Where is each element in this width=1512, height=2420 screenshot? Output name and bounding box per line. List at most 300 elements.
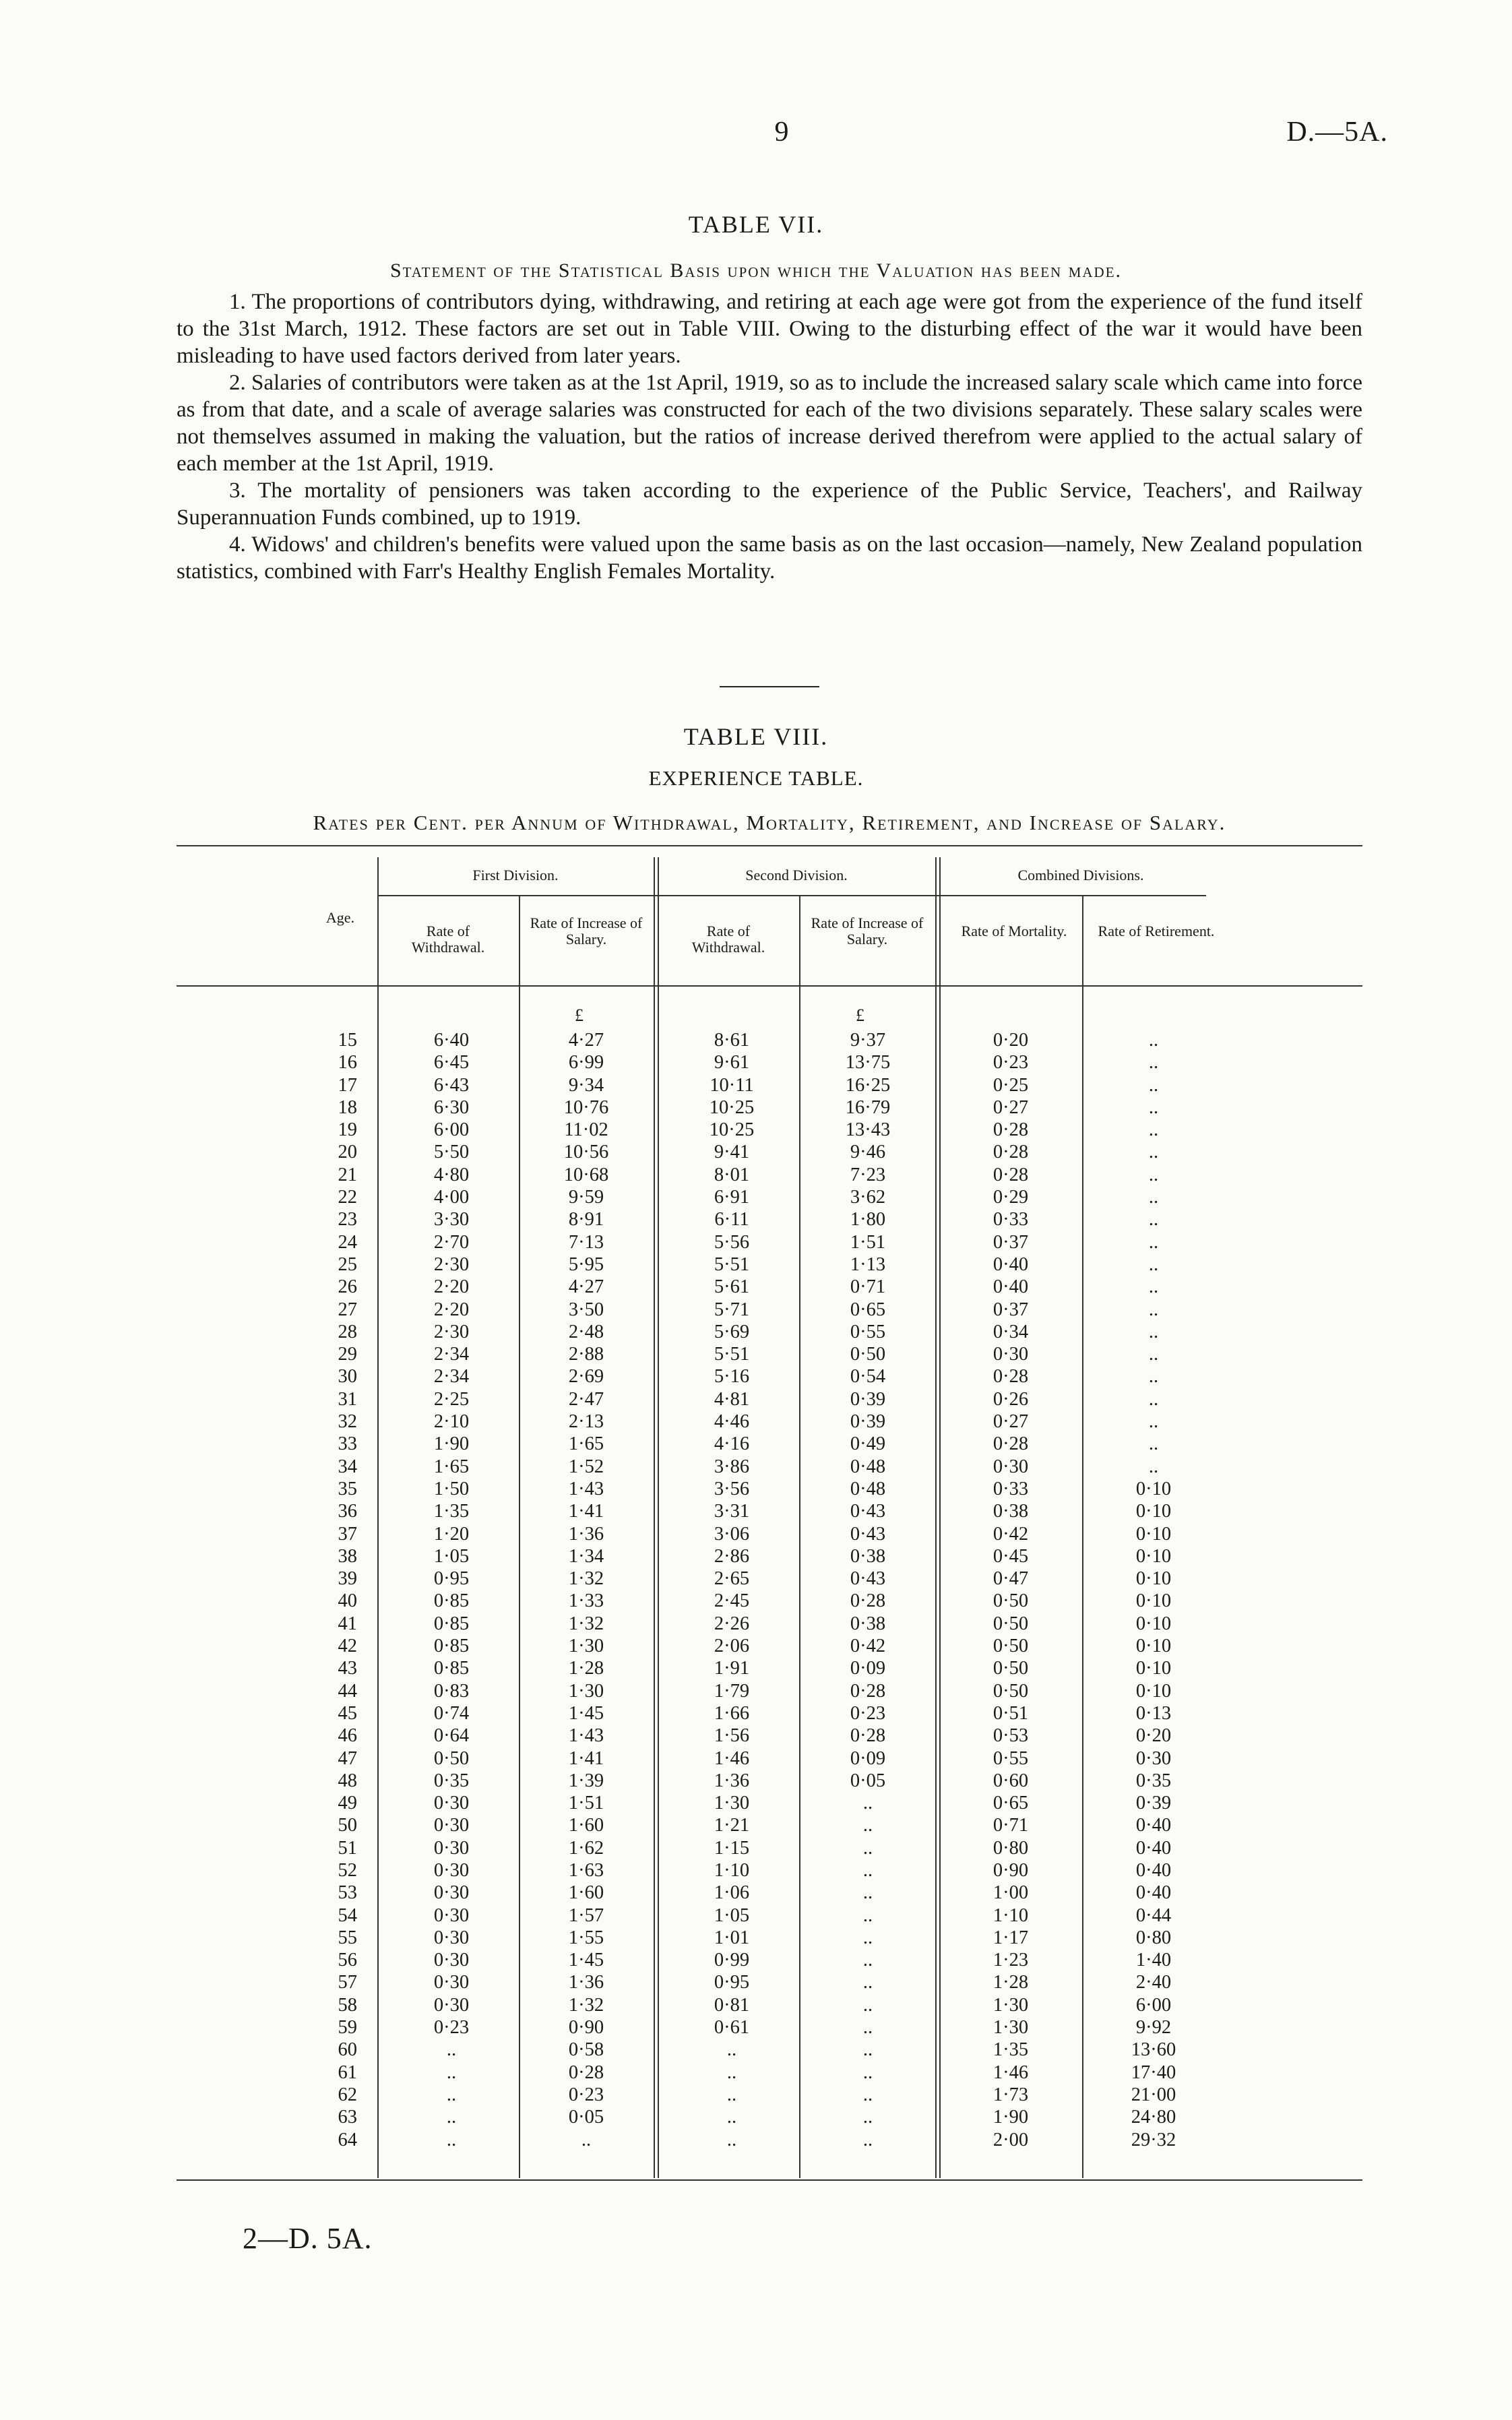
table-cell: 0·27 — [993, 1096, 1029, 1118]
document-reference: D.—5A. — [1286, 117, 1388, 148]
table-cell: 1·73 — [993, 2084, 1029, 2105]
table-cell: 0·43 — [850, 1568, 886, 1590]
table-cell: 10·25 — [709, 1119, 755, 1141]
table-cell: 8·01 — [714, 1164, 750, 1185]
table-cell: 1·32 — [568, 1994, 604, 2016]
table-cell: 4·27 — [568, 1276, 604, 1298]
table-cell: 1·50 — [433, 1478, 470, 1499]
table-cell: 6·99 — [568, 1052, 604, 1074]
header-increase-first: Rate of Increase of Salary. — [530, 914, 643, 948]
table-cell: 6·43 — [433, 1074, 470, 1096]
table-cell: 39 — [338, 1568, 357, 1590]
group-header-combined-divisions: Combined Divisions. — [1017, 867, 1144, 883]
table-cell: 29·32 — [1131, 2129, 1176, 2150]
table-cell: 10·76 — [563, 1096, 609, 1118]
table-cell: 0·40 — [1135, 1837, 1172, 1859]
table-cell: 1·30 — [993, 1994, 1029, 2016]
table-cell: 1·63 — [568, 1859, 604, 1881]
table-cell: 6·00 — [1135, 1994, 1172, 2016]
table-cell: 55 — [338, 1927, 357, 1948]
table-cell: 42 — [338, 1636, 357, 1657]
column-rule — [935, 857, 937, 2178]
paragraph: 3. The mortality of pensioners was taken according to the experience of the Public Service, Teachers', and Railway Superannuation Funds combined, up to 1919. — [177, 478, 1362, 530]
column-age — [303, 1029, 357, 2151]
table-cell: 0·40 — [993, 1276, 1029, 1298]
table-cell: 1·17 — [993, 1927, 1029, 1948]
table-cell: 44 — [338, 1680, 357, 1702]
table-cell: 0·10 — [1135, 1545, 1172, 1567]
table-cell: .. — [1148, 1253, 1159, 1275]
group-header-rule — [377, 895, 1206, 896]
table-cell: 57 — [338, 1972, 357, 1993]
column-rule — [654, 857, 655, 2178]
paragraph: 1. The proportions of contributors dying, withdrawing, and retiring at each age were got from the experience of the fund itself to the 31st March, 1912. These factors are set out in Table VIII. Owing to the disturbing effect of the war it would have been misleading to have used factors derived from later years. — [177, 290, 1362, 368]
table-cell: 1·43 — [568, 1725, 604, 1747]
table-cell: 0·85 — [433, 1590, 470, 1612]
table-cell: 0·09 — [850, 1658, 886, 1679]
table-cell: 1·32 — [568, 1613, 604, 1634]
table-cell: 1·30 — [568, 1680, 604, 1702]
table-cell: 31 — [338, 1388, 357, 1410]
table-cell: 6·00 — [433, 1119, 470, 1141]
table8-subtitle: EXPERIENCE TABLE. — [648, 766, 864, 790]
table-cell: 2·88 — [568, 1344, 604, 1365]
table-cell: .. — [862, 1927, 873, 1948]
table-cell: 1·55 — [568, 1927, 604, 1948]
table-cell: .. — [446, 2084, 457, 2105]
table-cell: 0·30 — [1135, 1747, 1172, 1769]
table-cell: 0·71 — [850, 1276, 886, 1298]
table-cell: 16 — [338, 1052, 357, 1074]
table-cell: 1·10 — [993, 1904, 1029, 1926]
table-cell: 0·81 — [714, 1994, 750, 2016]
table-cell: 5·56 — [714, 1231, 750, 1253]
table-cell: .. — [1148, 1119, 1159, 1141]
table-cell: 1·40 — [1135, 1950, 1172, 1971]
table-cell: .. — [446, 2107, 457, 2128]
table-cell: 0·39 — [1135, 1793, 1172, 1814]
table-cell: 28 — [338, 1321, 357, 1342]
table-cell: 9·37 — [850, 1030, 886, 1051]
table-cell: 0·37 — [993, 1231, 1029, 1253]
table-cell: 1·90 — [993, 2107, 1029, 2128]
table-cell: 3·30 — [433, 1209, 470, 1231]
table-cell: .. — [1148, 1142, 1159, 1163]
table-cell: .. — [1148, 1231, 1159, 1253]
table-cell: 0·26 — [993, 1388, 1029, 1410]
column-rule — [799, 895, 800, 2178]
table-cell: 45 — [338, 1702, 357, 1724]
table-cell: 10·11 — [710, 1074, 754, 1096]
header-age: Age. — [325, 909, 355, 926]
table-cell: 0·50 — [993, 1590, 1029, 1612]
table-cell: 1·39 — [568, 1770, 604, 1791]
table-cell: 0·40 — [993, 1253, 1029, 1275]
table-cell: 23 — [338, 1209, 357, 1231]
table-cell: 0·50 — [850, 1344, 886, 1365]
table-cell: 37 — [338, 1523, 357, 1545]
table-cell: 0·13 — [1135, 1702, 1172, 1724]
table-cell: 9·46 — [850, 1142, 886, 1163]
table-cell: 15 — [338, 1030, 357, 1051]
group-header-second-division: Second Division. — [745, 867, 848, 883]
table-cell: 0·28 — [993, 1142, 1029, 1163]
table-cell: 0·30 — [993, 1456, 1029, 1477]
table-cell: 6·11 — [714, 1209, 749, 1231]
table-cell: 0·10 — [1135, 1523, 1172, 1545]
table-cell: 1·43 — [568, 1478, 604, 1499]
table-cell: 6·91 — [714, 1187, 750, 1208]
table-cell: 0·09 — [850, 1747, 886, 1769]
table-cell: 0·33 — [993, 1478, 1029, 1499]
table-cell: 0·30 — [433, 1837, 470, 1859]
currency-symbol: £ — [856, 1005, 864, 1025]
table-cell: 36 — [338, 1501, 357, 1522]
table-cell: 0·74 — [433, 1702, 470, 1724]
table-cell: 41 — [338, 1613, 357, 1634]
table-cell: 0·28 — [850, 1590, 886, 1612]
table-cell: 10·25 — [709, 1096, 755, 1118]
page-number: 9 — [774, 117, 789, 148]
table-cell: .. — [1148, 1074, 1159, 1096]
table-cell: 20 — [338, 1142, 357, 1163]
table-cell: 0·10 — [1135, 1658, 1172, 1679]
table-cell: 62 — [338, 2084, 357, 2105]
column-increase-first — [526, 1029, 647, 2151]
table-cell: 60 — [338, 2039, 357, 2061]
table-cell: 1·01 — [714, 1927, 750, 1948]
column-rule — [1082, 895, 1083, 2178]
table-cell: 6·40 — [433, 1030, 470, 1051]
table-cell: 0·44 — [1135, 1904, 1172, 1926]
table-cell: 8·61 — [714, 1030, 750, 1051]
table-cell: .. — [1148, 1366, 1159, 1388]
header-retirement: Rate of Retirement. — [1098, 923, 1215, 939]
table-cell: .. — [862, 1904, 873, 1926]
table8-title: TABLE VIII. — [683, 723, 829, 750]
table-cell: 0·28 — [850, 1680, 886, 1702]
table-cell: 5·16 — [714, 1366, 750, 1388]
table-cell: 5·51 — [714, 1344, 750, 1365]
table-cell: 0·85 — [433, 1658, 470, 1679]
table-cell: 1·30 — [568, 1636, 604, 1657]
table-cell: 46 — [338, 1725, 357, 1747]
table-cell: 0·51 — [993, 1702, 1029, 1724]
table-cell: .. — [862, 2084, 873, 2105]
table-cell: 1·20 — [433, 1523, 470, 1545]
table-cell: 1·36 — [568, 1972, 604, 1993]
table-cell: 0·64 — [433, 1725, 470, 1747]
table-cell: 1·46 — [993, 2061, 1029, 2083]
table-cell: 0·58 — [568, 2039, 604, 2061]
table-cell: 9·61 — [714, 1052, 750, 1074]
table-cell: 7·13 — [568, 1231, 604, 1253]
table-cell: 0·95 — [433, 1568, 470, 1590]
table-cell: 0·48 — [850, 1456, 886, 1477]
table-cell: .. — [862, 2129, 873, 2150]
table-cell: 0·28 — [568, 2061, 604, 2083]
table7-title: TABLE VII. — [688, 211, 824, 238]
table-cell: .. — [1148, 1164, 1159, 1185]
table-cell: 0·20 — [1135, 1725, 1172, 1747]
table-cell: .. — [726, 2061, 737, 2083]
table-cell: 9·92 — [1135, 2017, 1172, 2039]
table-cell: 24 — [338, 1231, 357, 1253]
table-cell: 0·29 — [993, 1187, 1029, 1208]
table-cell: 1·51 — [850, 1231, 886, 1253]
table-cell: 4·00 — [433, 1187, 470, 1208]
table-cell: 0·33 — [993, 1209, 1029, 1231]
table-cell: 0·05 — [850, 1770, 886, 1791]
table-cell: 0·23 — [433, 2017, 470, 2039]
table-cell: 1·30 — [993, 2017, 1029, 2039]
table-cell: .. — [1148, 1321, 1159, 1342]
table-cell: 0·37 — [993, 1299, 1029, 1320]
table-cell: 1·52 — [568, 1456, 604, 1477]
table-cell: 19 — [338, 1119, 357, 1141]
table-cell: 1·46 — [714, 1747, 750, 1769]
column-withdrawal-first — [391, 1029, 512, 2151]
table-cell: 1·60 — [568, 1815, 604, 1836]
table-cell: 0·80 — [1135, 1927, 1172, 1948]
table-cell: 0·50 — [433, 1747, 470, 1769]
table-cell: 0·38 — [850, 1613, 886, 1634]
table-cell: 2·70 — [433, 1231, 470, 1253]
table-cell: 1·65 — [433, 1456, 470, 1477]
table-cell: 48 — [338, 1770, 357, 1791]
table-cell: 5·71 — [714, 1299, 750, 1320]
table-cell: 34 — [338, 1456, 357, 1477]
table-cell: 1·57 — [568, 1904, 604, 1926]
table-cell: 13·60 — [1131, 2039, 1176, 2061]
table-cell: 13·43 — [845, 1119, 891, 1141]
table-cell: 8·91 — [568, 1209, 604, 1231]
table-cell: 2·48 — [568, 1321, 604, 1342]
table-cell: 0·65 — [850, 1299, 886, 1320]
table-cell: 25 — [338, 1253, 357, 1275]
table-cell: 0·34 — [993, 1321, 1029, 1342]
table-cell: 0·30 — [433, 1927, 470, 1948]
table-cell: 1·30 — [714, 1793, 750, 1814]
paragraph: 4. Widows' and children's benefits were valued upon the same basis as on the last occasion—namely, New Zealand population statistics, combined with Farr's Healthy English Females Mortality. — [177, 532, 1362, 584]
table-cell: 0·30 — [433, 1859, 470, 1881]
table7-subtitle: Statement of the Statistical Basis upon which the Valuation has been made. — [389, 259, 1123, 282]
table-cell: 4·80 — [433, 1164, 470, 1185]
table-cell: 24·80 — [1131, 2107, 1176, 2128]
column-rule — [658, 857, 659, 2178]
table-cell: 0·43 — [850, 1501, 886, 1522]
table-cell: 0·30 — [433, 1950, 470, 1971]
table-cell: 2·30 — [433, 1253, 470, 1275]
table-cell: 0·10 — [1135, 1568, 1172, 1590]
table-cell: 1·15 — [714, 1837, 750, 1859]
table-cell: 0·30 — [433, 1793, 470, 1814]
column-withdrawal-second — [671, 1029, 792, 2151]
table-cell: 5·69 — [714, 1321, 750, 1342]
table-cell: 0·95 — [714, 1972, 750, 1993]
table-cell: 9·41 — [714, 1142, 750, 1163]
table-cell: 2·30 — [433, 1321, 470, 1342]
table-cell: 5·51 — [714, 1253, 750, 1275]
table-cell: 0·50 — [993, 1613, 1029, 1634]
table-cell: 0·47 — [993, 1568, 1029, 1590]
table-cell: 1·21 — [714, 1815, 750, 1836]
table-cell: 0·30 — [433, 1815, 470, 1836]
table-cell: 0·10 — [1135, 1501, 1172, 1522]
table-cell: 54 — [338, 1904, 357, 1926]
table-cell: 0·28 — [993, 1119, 1029, 1141]
table-cell: 2·69 — [568, 1366, 604, 1388]
table-cell: 0·10 — [1135, 1590, 1172, 1612]
table-cell: 16·79 — [845, 1096, 891, 1118]
table-cell: 1·80 — [850, 1209, 886, 1231]
table-cell: .. — [1148, 1411, 1159, 1433]
table-cell: 0·23 — [850, 1702, 886, 1724]
table-cell: .. — [862, 2039, 873, 2061]
column-increase-second — [807, 1029, 928, 2151]
table-cell: .. — [862, 1859, 873, 1881]
table-cell: .. — [1148, 1209, 1159, 1231]
table-cell: 6·45 — [433, 1052, 470, 1074]
table-cell: 0·50 — [993, 1658, 1029, 1679]
footer-signature-reference: 2—D. 5A. — [243, 2222, 373, 2255]
table-cell: 3·06 — [714, 1523, 750, 1545]
table-cell: 38 — [338, 1545, 357, 1567]
table-cell: .. — [726, 2084, 737, 2105]
table-cell: 4·46 — [714, 1411, 750, 1433]
table-cell: 0·10 — [1135, 1478, 1172, 1499]
table-cell: 26 — [338, 1276, 357, 1298]
table-cell: .. — [446, 2061, 457, 2083]
table-cell: 16·25 — [845, 1074, 891, 1096]
table-cell: .. — [446, 2039, 457, 2061]
table-cell: 1·60 — [568, 1882, 604, 1904]
table-cell: .. — [862, 1815, 873, 1836]
table-cell: 21·00 — [1131, 2084, 1176, 2105]
column-rule — [519, 895, 520, 2178]
table-cell: 0·38 — [850, 1545, 886, 1567]
table-cell: 0·42 — [993, 1523, 1029, 1545]
table-cell: 3·62 — [850, 1187, 886, 1208]
table-cell: 51 — [338, 1837, 357, 1859]
table-cell: 50 — [338, 1815, 357, 1836]
table-cell: .. — [581, 2129, 592, 2150]
table-cell: 0·30 — [433, 1994, 470, 2016]
table-cell: 0·28 — [850, 1725, 886, 1747]
table-cell: 0·42 — [850, 1636, 886, 1657]
table-cell: .. — [862, 1994, 873, 2016]
table-cell: 1·33 — [568, 1590, 604, 1612]
table-cell: 59 — [338, 2017, 357, 2039]
table-cell: 40 — [338, 1590, 357, 1612]
table-cell: 0·61 — [714, 2017, 750, 2039]
table-cell: .. — [1148, 1052, 1159, 1074]
table-cell: 0·28 — [993, 1164, 1029, 1185]
header-mortality: Rate of Mortality. — [961, 923, 1067, 939]
table-cell: 0·80 — [993, 1837, 1029, 1859]
table-cell: 0·49 — [850, 1433, 886, 1455]
table-cell: 0·55 — [850, 1321, 886, 1342]
table-cell: 21 — [338, 1164, 357, 1185]
table-cell: 4·81 — [714, 1388, 750, 1410]
table-cell: 0·53 — [993, 1725, 1029, 1747]
table-cell: 7·23 — [850, 1164, 886, 1185]
table-cell: .. — [1148, 1276, 1159, 1298]
header-withdrawal-first: Rate of Withdrawal. — [411, 923, 485, 956]
table-cell: 0·90 — [993, 1859, 1029, 1881]
table-cell: 5·61 — [714, 1276, 750, 1298]
table-cell: 0·85 — [433, 1613, 470, 1634]
table-cell: .. — [862, 2107, 873, 2128]
table-cell: 2·65 — [714, 1568, 750, 1590]
column-mortality — [950, 1029, 1071, 2151]
table-cell: 1·51 — [568, 1793, 604, 1814]
table-cell: 0·10 — [1135, 1680, 1172, 1702]
table-cell: 49 — [338, 1793, 357, 1814]
table-cell: 2·86 — [714, 1545, 750, 1567]
table-cell: .. — [1148, 1344, 1159, 1365]
table-cell: 0·85 — [433, 1636, 470, 1657]
table-cell: 1·00 — [993, 1882, 1029, 1904]
table-cell: 0·10 — [1135, 1613, 1172, 1634]
table-cell: 17 — [338, 1074, 357, 1096]
table-cell: 10·56 — [563, 1142, 609, 1163]
table-cell: 6·30 — [433, 1096, 470, 1118]
table-cell: .. — [1148, 1433, 1159, 1455]
currency-symbol: £ — [575, 1005, 584, 1025]
table-cell: 0·28 — [993, 1366, 1029, 1388]
table-cell: 0·40 — [1135, 1882, 1172, 1904]
table-cell: 63 — [338, 2107, 357, 2128]
table-cell: 2·26 — [714, 1613, 750, 1634]
table-cell: .. — [1148, 1388, 1159, 1410]
table-cell: 0·54 — [850, 1366, 886, 1388]
group-header-first-division: First Division. — [472, 867, 559, 883]
table-cell: 35 — [338, 1478, 357, 1499]
table-cell: 58 — [338, 1994, 357, 2016]
table-cell: .. — [862, 2017, 873, 2039]
table-cell: 2·10 — [433, 1411, 470, 1433]
table-cell: 0·39 — [850, 1411, 886, 1433]
table-cell: 10·68 — [563, 1164, 609, 1185]
table-cell: 33 — [338, 1433, 357, 1455]
table-cell: 0·27 — [993, 1411, 1029, 1433]
table-cell: 1·10 — [714, 1859, 750, 1881]
table-cell: 0·99 — [714, 1950, 750, 1971]
table-cell: .. — [862, 1793, 873, 1814]
table-cell: 0·65 — [993, 1793, 1029, 1814]
table-cell: 1·05 — [433, 1545, 470, 1567]
table-cell: 5·95 — [568, 1253, 604, 1275]
table-cell: 2·13 — [568, 1411, 604, 1433]
table-cell: 1·65 — [568, 1433, 604, 1455]
table-cell: 52 — [338, 1859, 357, 1881]
table-cell: 5·50 — [433, 1142, 470, 1163]
table-cell: 1·41 — [568, 1501, 604, 1522]
table-cell: 0·25 — [993, 1074, 1029, 1096]
table-cell: .. — [1148, 1096, 1159, 1118]
table-cell: 27 — [338, 1299, 357, 1320]
table-cell: .. — [1148, 1187, 1159, 1208]
table-cell: 9·34 — [568, 1074, 604, 1096]
table-cell: 1·34 — [568, 1545, 604, 1567]
table-cell: 1·91 — [714, 1658, 750, 1679]
table-cell: 0·30 — [433, 1972, 470, 1993]
table-cell: 1·35 — [433, 1501, 470, 1522]
table7-paragraphs — [177, 288, 1362, 585]
table-cell: 0·23 — [568, 2084, 604, 2105]
table-cell: 2·06 — [714, 1636, 750, 1657]
